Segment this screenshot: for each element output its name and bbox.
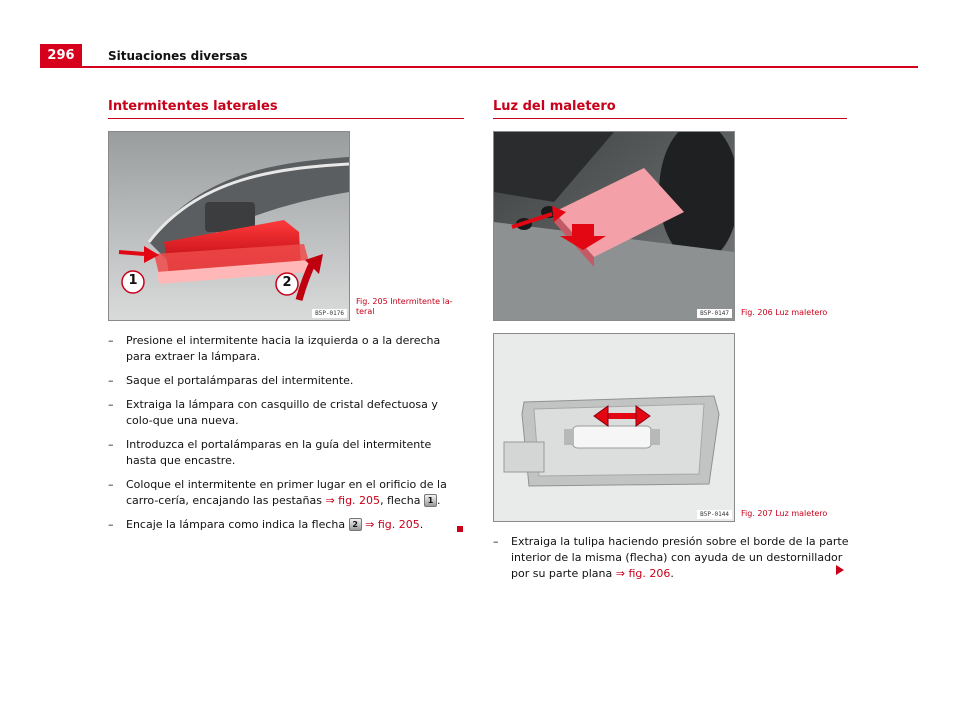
figure-206-caption: Fig. 206 Luz maletero — [741, 308, 828, 317]
step-item: – Saque el portalámparas del intermitente. — [108, 374, 354, 387]
figure-207-caption: Fig. 207 Luz maletero — [741, 509, 828, 518]
step-item: – Encaje la lámpara como indica la flecha 2 ⇒ fig. 205. — [108, 518, 424, 531]
steps-list-right — [493, 534, 849, 590]
section-rule-left — [108, 118, 464, 119]
figure-205-caption: Fig. 205 Intermitente la- teral — [356, 297, 453, 316]
callout-1: 1 — [128, 273, 138, 288]
page-number: 296 — [40, 44, 82, 68]
figure-207-image — [493, 333, 735, 522]
step-item: – Coloque el intermitente en primer lugar en el orificio de la carro-cería, encajando las pestañas ⇒ fig. 205, flecha 1 . — [108, 478, 447, 507]
figure-code: B5P-0176 — [312, 309, 347, 318]
figure-205-image — [108, 131, 350, 321]
section-title-intermitentes: Intermitentes laterales — [108, 99, 278, 114]
step-item: – Presione el intermitente hacia la izquierda o a la derecha para extraer la lámpara. — [108, 334, 441, 363]
figure-code: B5P-0144 — [697, 510, 732, 519]
arrow-badge-2: 2 — [349, 518, 362, 531]
steps-list-left — [108, 333, 464, 541]
section-title-luz-maletero: Luz del maletero — [493, 99, 616, 114]
figure-reference-link[interactable]: ⇒ fig. 205 — [325, 494, 381, 507]
callout-2: 2 — [282, 275, 292, 290]
header-title: Situaciones diversas — [108, 49, 248, 63]
header-rule — [82, 66, 918, 68]
arrow-badge-1: 1 — [424, 494, 437, 507]
step-item: – Extraiga la lámpara con casquillo de cristal defectuosa y colo-que una nueva. — [108, 398, 438, 427]
figure-reference-link[interactable]: ⇒ fig. 205 — [365, 518, 420, 531]
figure-code: B5P-0147 — [697, 309, 732, 318]
step-item: – Introduzca el portalámparas en la guía del intermitente hasta que encastre. — [108, 438, 432, 467]
section-rule-right — [493, 118, 847, 119]
continue-arrow-icon — [836, 565, 844, 575]
figure-reference-link[interactable]: ⇒ fig. 206 — [615, 567, 671, 580]
figure-206-image — [493, 131, 735, 321]
step-item: – Extraiga la tulipa haciendo presión sobre el borde de la parte interior de la misma (flecha) con ayuda de un destornillador por su parte plana ⇒ fig. 206. — [493, 535, 849, 580]
section-end-icon — [457, 526, 463, 532]
